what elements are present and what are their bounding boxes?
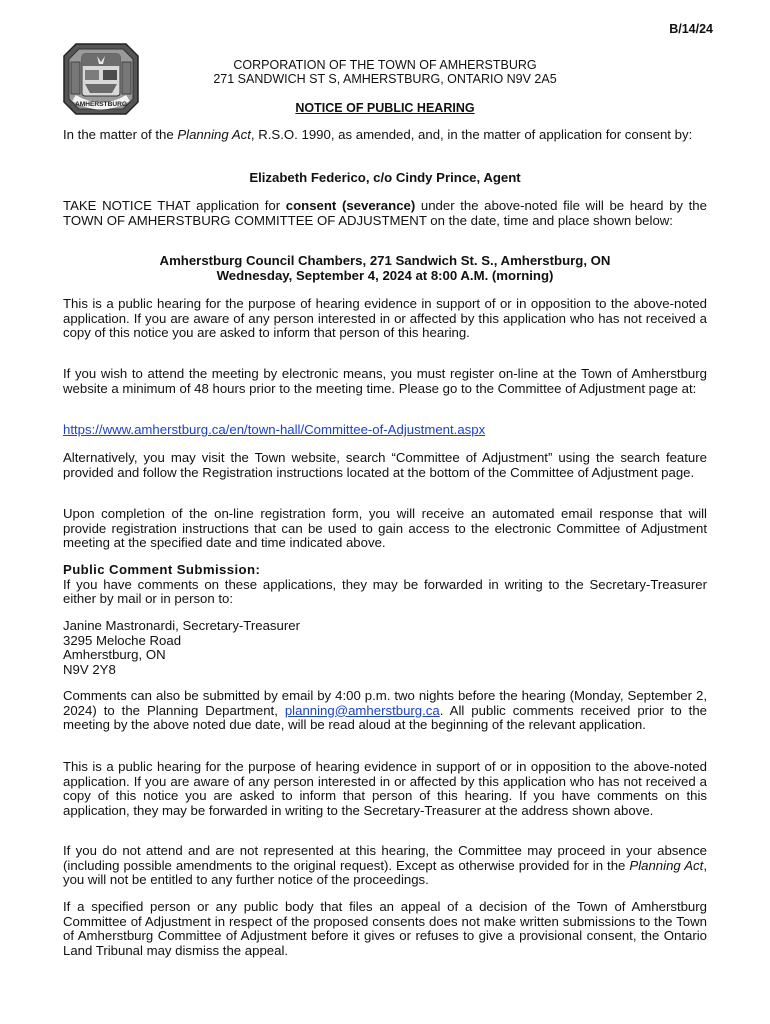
corporation-address: 271 SANDWICH ST S, AMHERSTBURG, ONTARIO N9V 2A5 — [213, 72, 557, 86]
mailing-address — [63, 619, 707, 677]
corporation-name: CORPORATION OF THE TOWN OF AMHERSTBURG — [233, 58, 537, 72]
public-comment-heading: Public Comment Submission: — [63, 562, 261, 577]
committee-of-adjustment-link[interactable]: https://www.amherstburg.ca/en/town-hall/Committee-of-Adjustment.aspx — [63, 422, 486, 437]
public-comment-text: If you have comments on these applications, they may be forwarded in writing to the Secretary-Treasurer either by mail or in person to: — [63, 576, 707, 607]
registration-completion-paragraph: Upon completion of the on-line registration form, you will receive an automated email response that will provide registration instructions that can be used to gain access to the electronic Committee of Adjustment meeting at the specified date and time indicated above. — [63, 506, 707, 551]
take-notice-paragraph: TAKE NOTICE THAT application for consent (severance) under the above-noted file will be heard by the TOWN OF AMHERSTBURG COMMITTEE OF ADJUSTMENT on the date, time and place shown below: — [63, 198, 707, 228]
address-city: Amherstburg, ON — [63, 647, 166, 663]
electronic-attendance-paragraph: If you wish to attend the meeting by electronic means, you must register on-line at the Town of Amherstburg website a minimum of 48 hours prior to the meeting time. Please go to the Committee of Adjustment page at: — [63, 366, 707, 396]
address-name: Janine Mastronardi, Secretary-Treasurer — [63, 618, 300, 633]
hearing-location — [63, 254, 707, 283]
public-comment-section — [63, 563, 707, 607]
planning-email-link[interactable]: planning@amherstburg.ca — [284, 702, 440, 718]
matter-paragraph: In the matter of the Planning Act, R.S.O. 1990, as amended, and, in the matter of application for consent by: — [63, 127, 693, 142]
location-line: Amherstburg Council Chambers, 271 Sandwich St. S., Amherstburg, ON — [159, 253, 611, 268]
committee-url-line — [63, 423, 707, 438]
address-postal: N9V 2Y8 — [63, 661, 116, 677]
file-number: B/14/24 — [669, 22, 713, 36]
applicant-name: Elizabeth Federico, c/o Cindy Prince, Agent — [249, 170, 521, 185]
alternative-paragraph: Alternatively, you may visit the Town website, search “Committee of Adjustment” using the search feature provided and follow the Registration instructions located at the bottom of the Committee of Adjustment page. — [63, 450, 707, 480]
purpose-paragraph-2: This is a public hearing for the purpose of hearing evidence in support of or in opposition to the above-noted application. If you are aware of any person interested in or affected by this application who has not received a copy of this notice you are asked to inform that person of this hearing. If you have comments on this application, they may be forwarded in writing to the Secretary-Treasurer at the address shown above. — [63, 759, 707, 818]
non-attendance-paragraph: If you do not attend and are not represented at this hearing, the Committee may proceed in your absence (including possible amendments to the original request). Except as otherwise provided for in the Planning Act, you will not be entitled to any further notice of the proceedings. — [63, 843, 707, 888]
purpose-paragraph: This is a public hearing for the purpose of hearing evidence in support of or in opposition to the above-noted application. If you are aware of any person interested in or affected by this application who has not received a copy of this notice you are asked to inform that person of this hearing. — [63, 296, 707, 341]
notice-title: NOTICE OF PUBLIC HEARING — [295, 101, 475, 115]
crest-text: AMHERSTBURG — [74, 101, 128, 108]
town-crest-logo — [60, 40, 142, 118]
appeal-paragraph: If a specified person or any public body that files an appeal of a decision of the Town of Amherstburg Committee of Adjustment in respect of the proposed consents does not make written submissions to the Town of Amherstburg Committee of Adjustment before it gives or refuses to give a provisional consent, the Ontario Land Tribunal may dismiss the appeal. — [63, 899, 707, 958]
address-street: 3295 Meloche Road — [63, 632, 182, 648]
email-comments-paragraph: Comments can also be submitted by email by 4:00 p.m. two nights before the hearing (Monday, September 2, 2024) to the Planning Department, planning@amherstburg.ca. All public comments received prior to the meeting by the above noted due date, will be read aloud at the beginning of the relevant application. — [63, 688, 707, 733]
date-time-line: Wednesday, September 4, 2024 at 8:00 A.M. (morning) — [216, 267, 554, 283]
